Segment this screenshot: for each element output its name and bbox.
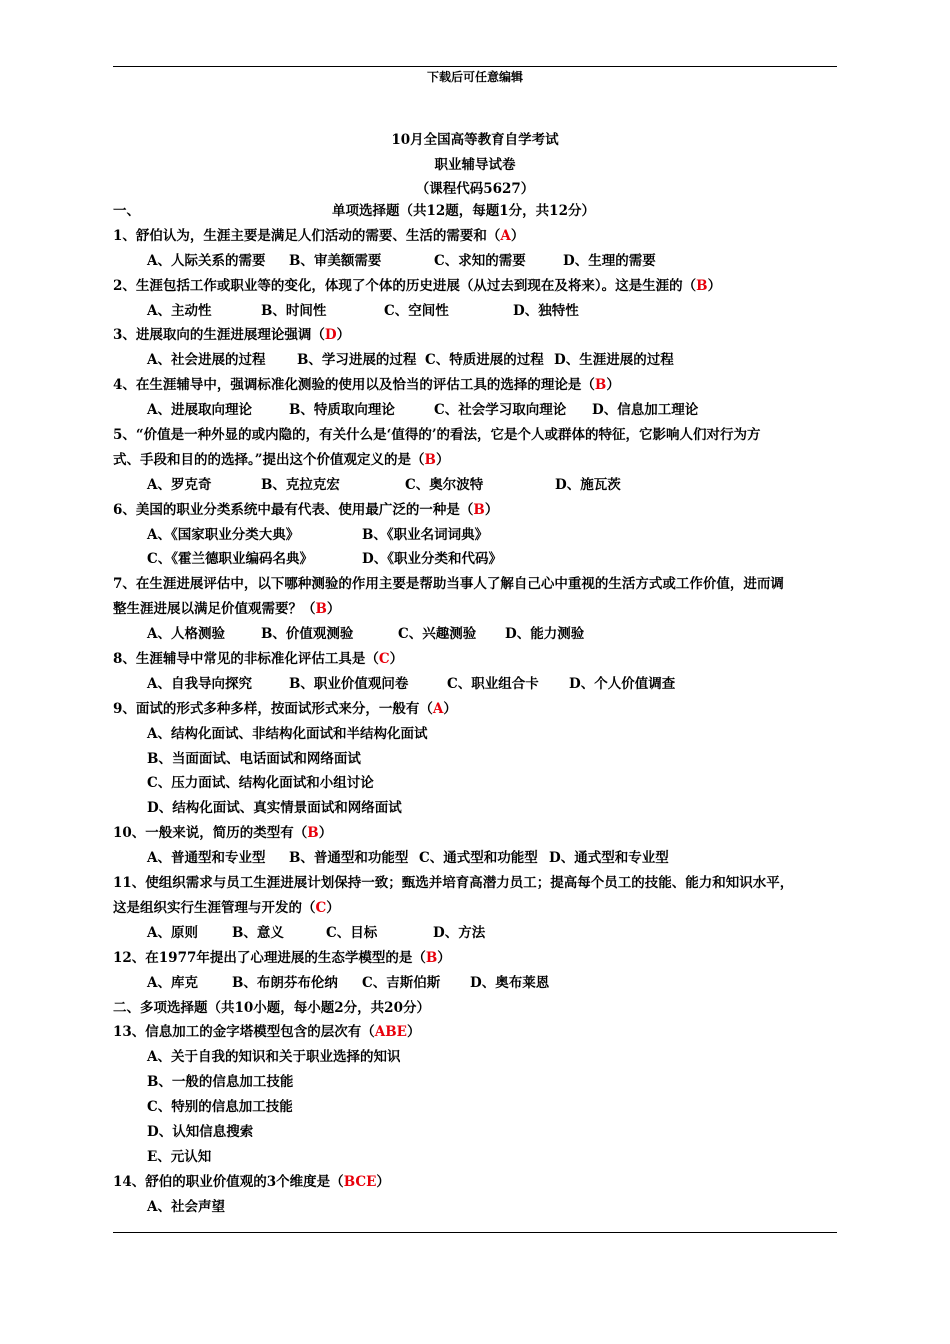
question-5: 5、“价值是一种外显的或内隐的，有关什么是‘值得的’的看法，它是个人或群体的特征，它影响人们对行为方: [113, 427, 761, 444]
answer: B: [594, 377, 607, 394]
option: B、当面面试、电话面试和网络面试: [147, 750, 361, 767]
option: B、一般的信息加工技能: [147, 1074, 294, 1091]
question-4-options: [113, 398, 837, 423]
option: D、认知信息搜索: [147, 1123, 254, 1140]
option: A、原则: [147, 924, 198, 941]
option: B、特质取向理论: [289, 402, 395, 419]
option: D、奥布莱恩: [470, 974, 550, 991]
answer: C: [378, 651, 390, 668]
section-2-heading: 二、多项选择题（共10小题，每小题2分，共20分）: [113, 999, 430, 1016]
question-7-cont: 整生涯进展以满足价值观需要？（B）: [113, 601, 341, 618]
option: B、意义: [232, 924, 284, 941]
section-1-heading: [113, 199, 837, 224]
option: A、普通型和专业型: [147, 850, 266, 867]
option: D、结构化面试、真实情景面试和网络面试: [147, 800, 402, 817]
option: B、职业价值观问卷: [289, 675, 409, 692]
answer: BCE: [343, 1173, 377, 1190]
question-6-options-row2: [113, 547, 837, 572]
option: D、施瓦茨: [555, 476, 621, 493]
option: C、吉斯伯斯: [362, 974, 441, 991]
option: D、生理的需要: [563, 252, 656, 269]
option: A、社会进展的过程: [147, 352, 266, 369]
footer-rule: [113, 1232, 837, 1233]
header-note: 下载后可任意编辑: [426, 70, 523, 84]
option: A、结构化面试、非结构化面试和半结构化面试: [147, 725, 428, 742]
question-6-options-row1: [113, 523, 837, 548]
answer: D: [324, 327, 337, 344]
option: C、特别的信息加工技能: [147, 1099, 293, 1116]
option: D、个人价值调查: [569, 675, 676, 692]
question-14: 14、舒伯的职业价值观的3个维度是（BCE）: [113, 1173, 390, 1190]
question-8: 8、生涯辅导中常见的非标准化评估工具是（C）: [113, 651, 404, 668]
option: A、人际关系的需要: [147, 252, 266, 269]
answer: C: [315, 899, 327, 916]
option: D、生涯进展的过程: [554, 352, 674, 369]
question-4: 4、在生涯辅导中，强调标准化测验的使用以及恰当的评估工具的选择的理论是（B）: [113, 377, 620, 394]
question-12-options: [113, 971, 837, 996]
option: A、进展取向理论: [147, 402, 252, 419]
option: A、库克: [147, 974, 198, 991]
option: B、学习进展的过程: [297, 352, 417, 369]
option: D、能力测验: [505, 626, 585, 643]
question-11: 11、使组织需求与员工生涯进展计划保持一致；甄选并培育高潜力员工；提高每个员工的技能、能力和知识水平，: [113, 875, 794, 892]
option: C、求知的需要: [434, 252, 526, 269]
option: D、独特性: [513, 302, 579, 319]
option: A、自我导向探究: [147, 675, 252, 692]
question-3-options: [113, 348, 837, 373]
section-title: 单项选择题（共12题，每题1分，共12分）: [332, 203, 595, 219]
answer: A: [500, 227, 511, 244]
option: C、空间性: [384, 302, 449, 319]
option: C、兴趣测验: [398, 626, 477, 643]
question-5-cont: 式、手段和目的的选择。”提出这个价值观定义的是（B）: [113, 451, 450, 468]
option: C、《霍兰德职业编码名典》: [147, 551, 313, 568]
question-10-options: [113, 846, 837, 871]
option: A、主动性: [147, 302, 212, 319]
option: C、目标: [326, 924, 378, 941]
option: B、布朗芬布伦纳: [232, 974, 338, 991]
question-8-options: [113, 672, 837, 697]
option: E、元认知: [147, 1148, 212, 1165]
question-10: 10、一般来说，简历的类型有（B）: [113, 825, 333, 842]
question-9: 9、面试的形式多种多样，按面试形式来分，一般有（A）: [113, 700, 457, 717]
option: A、《国家职业分类大典》: [147, 526, 300, 543]
exam-title: 10月全国高等教育自学考试: [391, 132, 559, 148]
option: D、信息加工理论: [592, 402, 699, 419]
option: B、克拉克宏: [261, 476, 340, 493]
answer: B: [696, 277, 708, 294]
option: C、职业组合卡: [447, 675, 539, 692]
question-11-cont: 这是组织实行生涯管理与开发的（C）: [113, 899, 340, 916]
question-3: 3、进展取向的生涯进展理论强调（D）: [113, 327, 351, 344]
paper-title: 职业辅导试卷: [434, 157, 516, 173]
question-11-options: [113, 921, 837, 946]
question-7: 7、在生涯进展评估中，以下哪种测验的作用主要是帮助当事人了解自己心中重视的生活方式或工作价值，进而调: [113, 576, 784, 593]
option: C、特质进展的过程: [425, 352, 544, 369]
option: A、社会声望: [147, 1198, 225, 1215]
question-5-options: [113, 473, 837, 498]
option: B、审美额需要: [289, 252, 382, 269]
answer: B: [307, 825, 319, 842]
answer: ABE: [374, 1024, 407, 1041]
option: B、普通型和功能型: [289, 850, 409, 867]
option: A、罗克奇: [147, 476, 212, 493]
answer: B: [425, 949, 438, 966]
answer: B: [424, 451, 436, 468]
option: D、《职业分类和代码》: [362, 551, 502, 568]
option: B、《职业名词词典》: [362, 526, 489, 543]
course-code: （课程代码5627）: [415, 181, 535, 197]
option: A、人格测验: [147, 626, 225, 643]
question-6: 6、美国的职业分类系统中最有代表、使用最广泛的一种是（B）: [113, 501, 499, 518]
question-1-options: [113, 249, 837, 274]
answer: B: [315, 601, 327, 618]
question-12: 12、在1977年提出了心理进展的生态学模型的是（B）: [113, 949, 451, 966]
option: B、价值观测验: [261, 626, 354, 643]
header-rule: [113, 66, 837, 67]
option: D、通式型和专业型: [549, 850, 669, 867]
option: A、关于自我的知识和关于职业选择的知识: [147, 1049, 401, 1066]
question-1: 1、舒伯认为，生涯主要是满足人们活动的需要、生活的需要和（A）: [113, 227, 525, 244]
question-2: 2、生涯包括工作或职业等的变化，体现了个体的历史进展（从过去到现在及将来）。这是生涯的（B）: [113, 277, 722, 294]
option: B、时间性: [261, 302, 327, 319]
answer: B: [473, 501, 485, 518]
section-number: 一、: [113, 203, 140, 219]
question-7-options: [113, 622, 837, 647]
answer: A: [432, 700, 444, 717]
option: C、奥尔波特: [405, 476, 484, 493]
option: D、方法: [433, 924, 486, 941]
option: C、压力面试、结构化面试和小组讨论: [147, 775, 374, 792]
question-13: 13、信息加工的金字塔模型包含的层次有（ABE）: [113, 1024, 421, 1041]
exam-content: [113, 199, 837, 1220]
option: C、社会学习取向理论: [434, 402, 567, 419]
option: C、通式型和功能型: [419, 850, 538, 867]
question-2-options: [113, 299, 837, 324]
